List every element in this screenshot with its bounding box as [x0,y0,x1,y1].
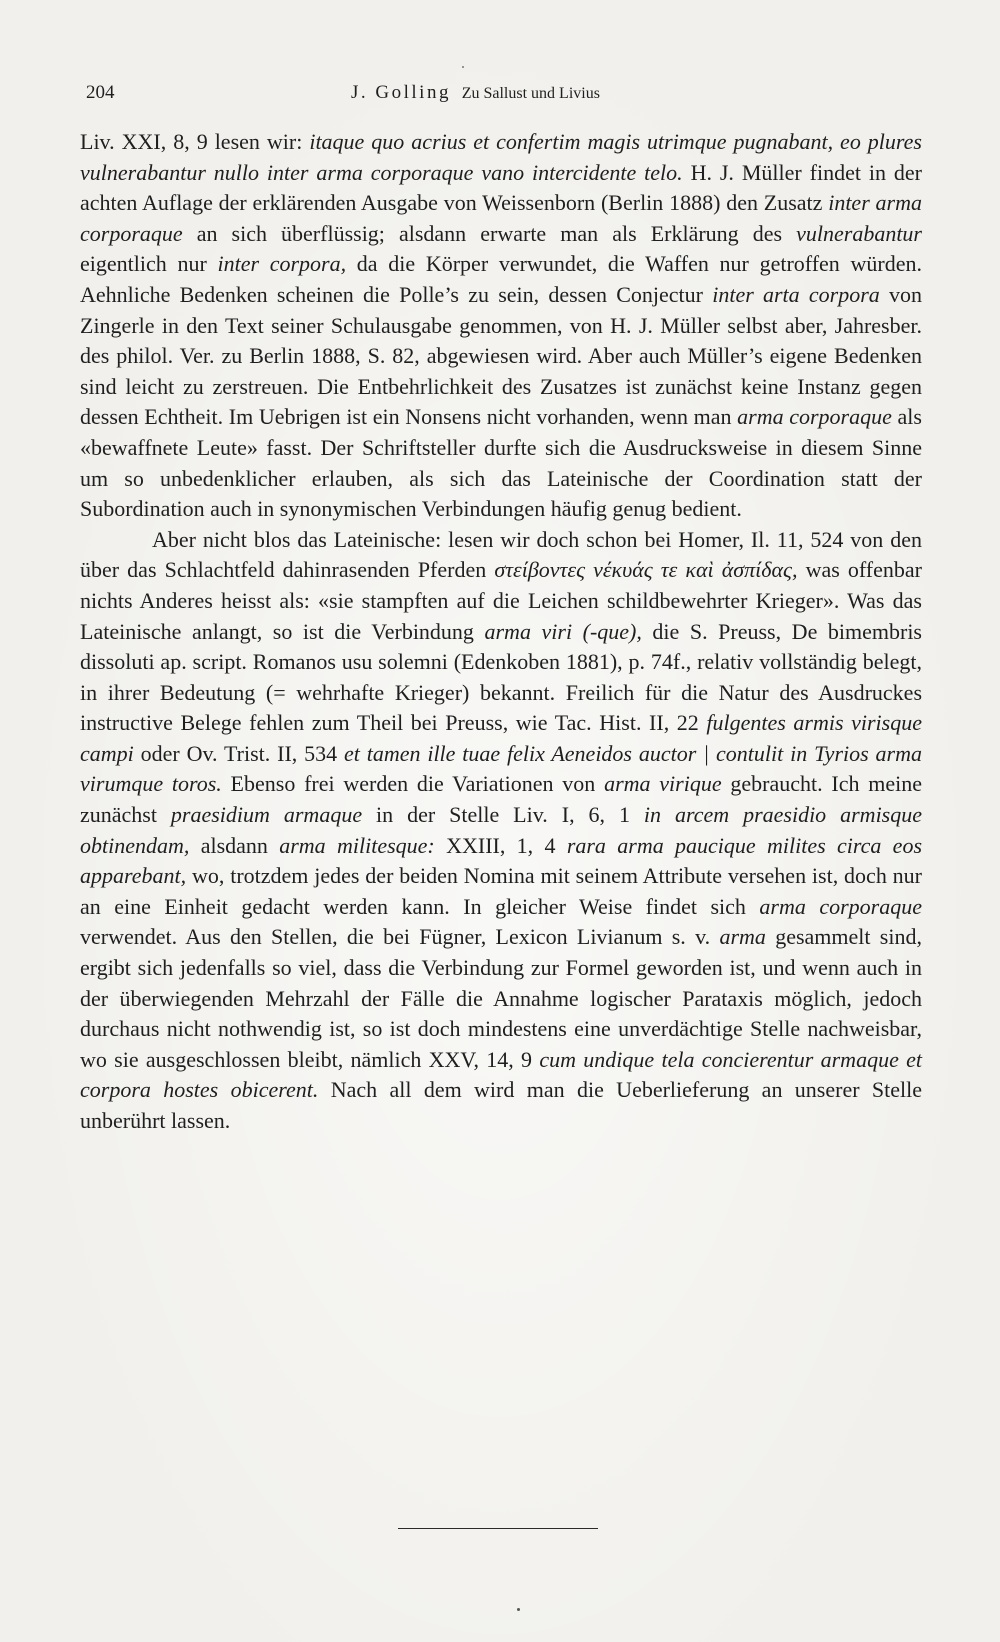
text-run: XXIII, 1, 4 [434,832,567,858]
italic-quotation: inter arta corpora [712,281,880,307]
text-run: Aber nicht blos das Lateinische: lesen wir doch schon bei Homer, Il. 11, 524 von den über das Schlachtfeld dahinrasenden Pferden [80,526,922,583]
text-run: als «bewaffnete Leute» fasst. Der Schriftsteller durfte sich die Ausdrucksweise in diesem Sinne um so unbedenklicher erlauben, als sich das Lateinische der Coordination statt der Subordination auch in synonymischen Verbindungen häufig genug bedient. [80,404,922,522]
italic-quotation: praesidium armaque [170,802,363,828]
running-head [351,82,600,104]
section-divider [398,1528,598,1529]
paragraph [80,525,922,1137]
print-speck [517,1608,520,1611]
body-text [80,127,922,1137]
italic-quotation: vulnerabantur [796,220,922,246]
running-head-author: J. Golling [351,82,451,103]
text-run: da die Körper verwundet, die Waffen nur getroffen würden. Aehnliche Bedenken scheinen die Polle’s zu sein, dessen Conjectur [80,251,922,307]
italic-quotation: et tamen ille tuae felix Aeneidos auctor | contulit in Tyrios arma virumque toros. [80,740,922,797]
italic-quotation: inter corpora, [217,251,347,277]
text-run: an sich überflüssig; alsdann erwarte man als Erklärung des [182,220,797,246]
italic-quotation: inter arma corporaque [80,190,922,246]
italic-quotation: itaque quo acrius et confertim magis utrimque pugnabant, eo plures vulnerabantur nullo inter arma corporaque vano intercidente telo. [80,129,922,185]
text-run: von Zingerle in den Text seiner Schulausgabe genommen, von H. J. Müller selbst aber, Jahresber. des philol. Ver. zu Berlin 1888, S. 82, abgewiesen wird. Aber auch Müller’s eigene Bedenken sind leicht zu zerstreuen. Die Entbehrlichkeit des Zusatzes ist zunächst keine Instanz gegen dessen Echtheit. Im Uebrigen ist ein Nonsens nicht vorhanden, wenn man [80,281,923,430]
italic-quotation: arma corporaque [737,404,892,430]
paragraph [80,127,922,525]
italic-quotation: arma [719,924,766,950]
italic-quotation: in arcem praesidio armisque obtinendam, [80,802,923,858]
running-head-title: Zu Sallust und Livius [461,85,600,102]
italic-quotation: arma corporaque [759,893,923,919]
text-run: gesammelt sind, ergibt sich jedenfalls so viel, dass die Verbindung zur Formel geworden ist, und wenn auch in der überwiegenden Mehrzahl der Fälle die Annahme logischer Parataxis möglich, jedoch durchaus nicht nothwendig ist, so ist doch mindestens eine unverdächtige Stelle nachweisbar, wo sie ausgeschlossen bleibt, nämlich XXV, 14, 9 [80,924,922,1072]
italic-quotation: στείβοντες νέκυάς τε καὶ ἀσπίδας, [494,557,798,583]
text-run: die S. Preuss, De bimembris dissoluti ap. script. Romanos usu solemni (Edenkoben 1881), p. 74f., relativ vollständig belegt, in ihrer Bedeutung (= wehrhafte Krieger) bekannt. Freilich für die Natur des Ausdruckes instructive Belege fehlen zum Theil bei Preuss, wie Tac. Hist. II, 22 [80,618,922,736]
text-run: wo, trotzdem jedes der beiden Nomina mit seinem Attribute versehen ist, doch nur an eine Einheit gedacht werden kann. In gleicher Weise findet sich [80,863,922,919]
text-run: Ebenso frei werden die Variationen von [221,771,605,797]
text-run: H. J. Müller findet in der achten Auflage der erklärenden Ausgabe von Weissenborn (Berlin 1888) den Zusatz [80,159,922,216]
italic-quotation: cum undique tela concierentur armaque et corpora hostes obicerent. [80,1046,923,1103]
text-run: in der Stelle Liv. I, 6, 1 [362,802,644,828]
text-run: oder Ov. Trist. II, 534 [133,740,344,766]
running-header [86,82,916,112]
text-run: Nach all dem wird man die Ueberlieferung an unserer Stelle unberührt lassen. [80,1077,922,1133]
page-number: 204 [86,82,115,103]
text-run: alsdann [189,832,280,858]
text-run: verwendet. Aus den Stellen, die bei Fügner, Lexicon Livianum s. v. [80,924,720,950]
italic-quotation: arma militesque: [279,832,435,858]
italic-quotation: rara arma paucique milites circa eos apparebant, [80,832,923,889]
text-run: Liv. XXI, 8, 9 lesen wir: [80,129,310,154]
print-speck [462,66,464,68]
text-run: eigentlich nur [80,251,218,277]
italic-quotation: fulgentes armis virisque campi [80,710,922,766]
text-run: gebraucht. Ich meine zunächst [80,771,923,828]
italic-quotation: arma virique [604,771,722,797]
text-run: was offenbar nichts Anderes heisst als: «sie stampften auf die Leichen schildbewehrter Krieger». Was das Lateinische anlangt, so ist die Verbindung [80,557,922,644]
italic-quotation: arma viri (-que), [484,618,642,644]
